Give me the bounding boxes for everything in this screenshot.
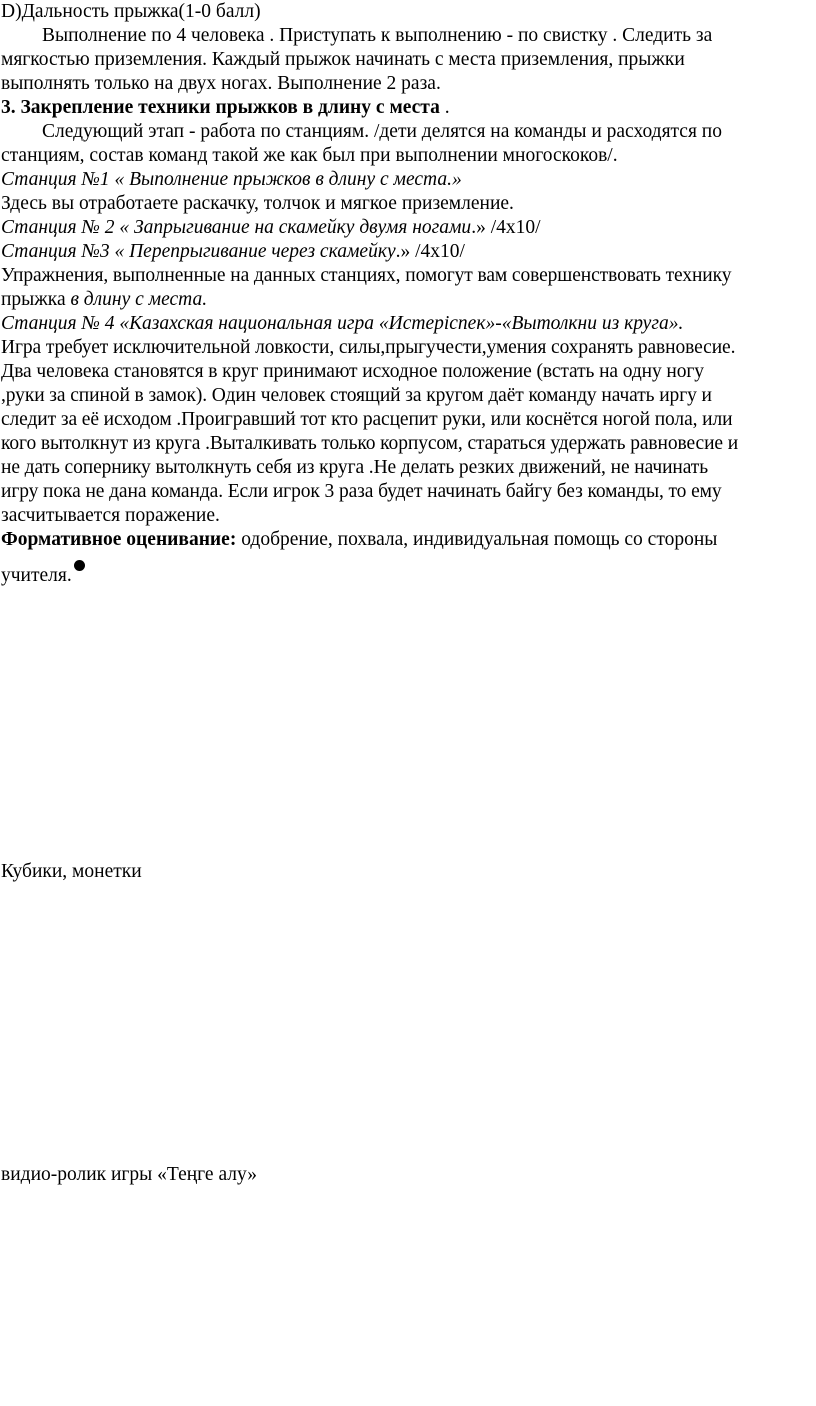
paragraph-line: станциям, состав команд такой же как был при выполнении многоскоков/. (1, 145, 618, 166)
station-2-title (1, 216, 541, 240)
paragraph-line: засчитывается поражение. (1, 505, 220, 526)
video-resource-text: видио-ролик игры «Теңге алу» (1, 1164, 257, 1185)
section-heading-text: 3. Закрепление техники прыжков в длину с места (1, 97, 440, 118)
paragraph-line: ,руки за спиной в замок). Один человек стоящий за кругом даёт команду начать иргу и (1, 385, 712, 406)
paragraph-line: Выполнение по 4 человека . Приступать к выполнению - по свистку . Следить за (42, 25, 713, 46)
paragraph-text: учителя. (1, 565, 72, 586)
materials-text: Кубики, монетки (1, 861, 142, 882)
station-4-title: Станция № 4 «Казахская национальная игра «Истеріспек»-«Вытолкни из круга». (1, 313, 684, 334)
paragraph-line: Игра требует исключительной ловкости, силы,прыгучести,умения сохранять равновесие. (1, 337, 736, 358)
paragraph-line (1, 560, 85, 588)
paragraph-line: Следующий этап - работа по станциям. /дети делятся на команды и расходятся по (42, 121, 722, 142)
paragraph-line: не дать сопернику вытолкнуть себя из круга .Не делать резких движений, не начинать (1, 457, 709, 478)
station-2-name: Станция № 2 « Запрыгивание на скамейку двумя ногами (1, 217, 472, 238)
station-3-title (1, 240, 465, 264)
section-heading-suffix: . (439, 97, 450, 118)
station-3-dosage: .» /4х10/ (395, 241, 465, 262)
section-heading-jump-distance: D)Дальность прыжка(1-0 балл) (1, 1, 261, 22)
paragraph-line: выполнять только на двух ногах. Выполнение 2 раза. (1, 73, 441, 94)
paragraph-line: следит за её исходом .Проигравший тот кто расцепит руки, или коснётся ногой пола, или (1, 409, 733, 430)
station-1-title: Станция №1 « Выполнение прыжков в длину с места.» (1, 169, 462, 190)
paragraph-line: игру пока не дана команда. Если игрок 3 раза будет начинать байгу без команды, то ему (1, 481, 722, 502)
section-heading-consolidation (1, 96, 450, 120)
station-3-name: Станция №3 « Перепрыгивание через скамейку (1, 241, 396, 262)
paragraph-text: прыжка (1, 289, 71, 310)
paragraph-line: кого вытолкнут из круга .Выталкивать только корпусом, стараться удержать равновесие и (1, 433, 739, 454)
paragraph-line: Здесь вы отработаете раскачку, толчок и мягкое приземление. (1, 193, 514, 214)
formative-assessment-line (1, 528, 717, 552)
formative-assessment-label: Формативное оценивание: (1, 529, 237, 550)
paragraph-italic-text: в длину с места. (70, 289, 208, 310)
bullet-icon (74, 560, 85, 571)
paragraph-line: мягкостью приземления. Каждый прыжок начинать с места приземления, прыжки (1, 49, 685, 70)
formative-assessment-text: одобрение, похвала, индивидуальная помощь со стороны (236, 529, 718, 550)
paragraph-line: Упражнения, выполненные на данных станциях, помогут вам совершенствовать технику (1, 265, 732, 286)
paragraph-line (1, 288, 207, 312)
station-2-dosage: .» /4х10/ (471, 217, 541, 238)
paragraph-line: Два человека становятся в круг принимают исходное положение (встать на одну ногу (1, 361, 704, 382)
